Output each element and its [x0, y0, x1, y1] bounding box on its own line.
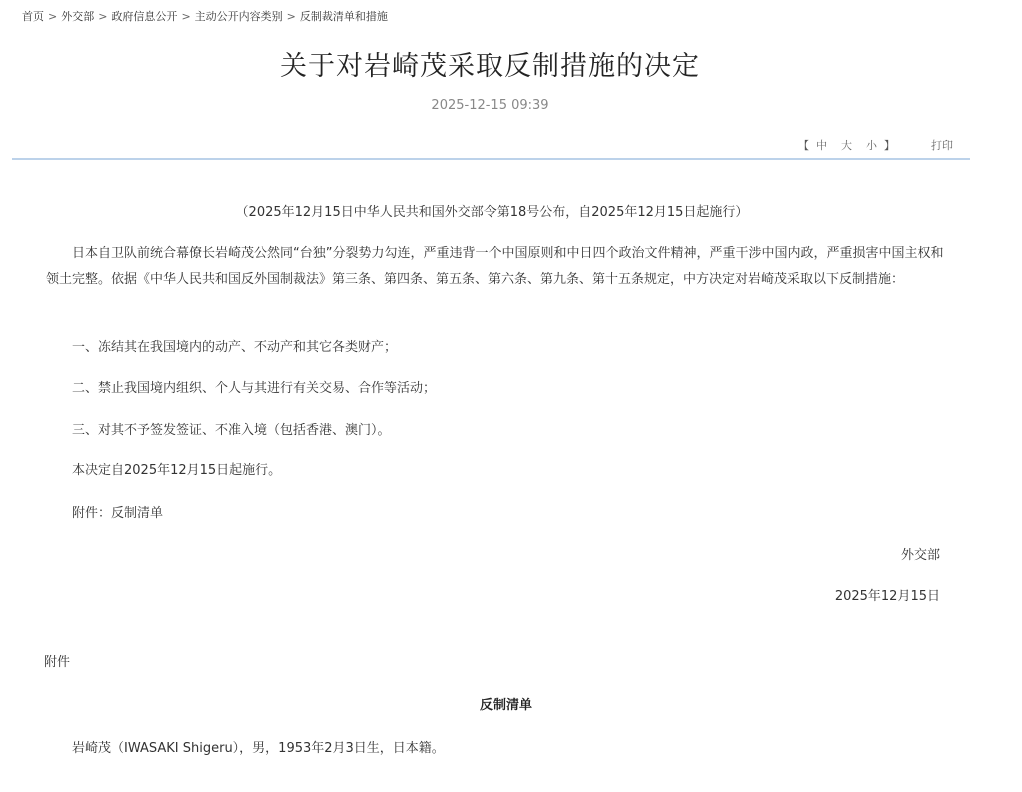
font-size-bracket-close: 】 [884, 139, 895, 152]
attachment-note: 附件：反制清单 [72, 506, 164, 521]
breadcrumb-ministry[interactable]: 外交部 [61, 10, 95, 23]
signature-date: 2025年12月15日 [834, 589, 940, 604]
appendix-entry: 岩崎茂（IWASAKI Shigeru），男，1953年2月3日生，日本籍。 [72, 741, 445, 756]
effective-statement: 本决定自2025年12月15日起施行。 [72, 463, 282, 478]
breadcrumb [22, 8, 388, 24]
header-divider [12, 158, 970, 160]
intro-paragraph: 日本自卫队前统合幕僚长岩崎茂公然同“台独”分裂势力勾连，严重违背一个中国原则和中日四个政治文件精神，严重干涉中国内政，严重损害中国主权和领土完整。依据《中华人民共和国反外国制裁法》第三条、第四条、第五条、第六条、第九条、第十五条规定，中方决定对岩崎茂采取以下反制措施： [46, 246, 944, 287]
breadcrumb-separator: > [181, 10, 191, 23]
breadcrumb-separator: > [98, 10, 108, 23]
measure-item: 一、冻结其在我国境内的动产、不动产和其它各类财产； [72, 340, 398, 355]
page-title: 关于对岩崎茂采取反制措施的决定 [280, 51, 700, 82]
breadcrumb-home[interactable]: 首页 [22, 10, 44, 23]
measure-item: 三、对其不予签发签证、不准入境（包括香港、澳门）。 [72, 423, 391, 438]
appendix-title: 反制清单 [479, 698, 532, 713]
font-size-large-button[interactable]: 中 [816, 139, 827, 152]
breadcrumb-separator: > [286, 10, 296, 23]
article-tools [798, 137, 953, 153]
appendix-label: 附件 [44, 655, 71, 670]
font-size-medium-button[interactable]: 大 [841, 139, 852, 152]
breadcrumb-separator: > [48, 10, 58, 23]
font-size-small-button[interactable]: 小 [866, 139, 877, 152]
breadcrumb-sanctions[interactable]: 反制裁清单和措施 [299, 10, 388, 23]
font-size-bracket-open: 【 [798, 139, 809, 152]
print-button[interactable]: 打印 [931, 139, 953, 152]
signature-org: 外交部 [900, 548, 940, 563]
breadcrumb-gov-info[interactable]: 政府信息公开 [111, 10, 178, 23]
publish-date: 2025-12-15 09:39 [431, 98, 549, 113]
measure-item: 二、禁止我国境内组织、个人与其进行有关交易、合作等活动； [72, 381, 437, 396]
breadcrumb-category[interactable]: 主动公开内容类别 [194, 10, 283, 23]
decree-note: （2025年12月15日中华人民共和国外交部令第18号公布，自2025年12月15日起施行） [235, 205, 749, 220]
